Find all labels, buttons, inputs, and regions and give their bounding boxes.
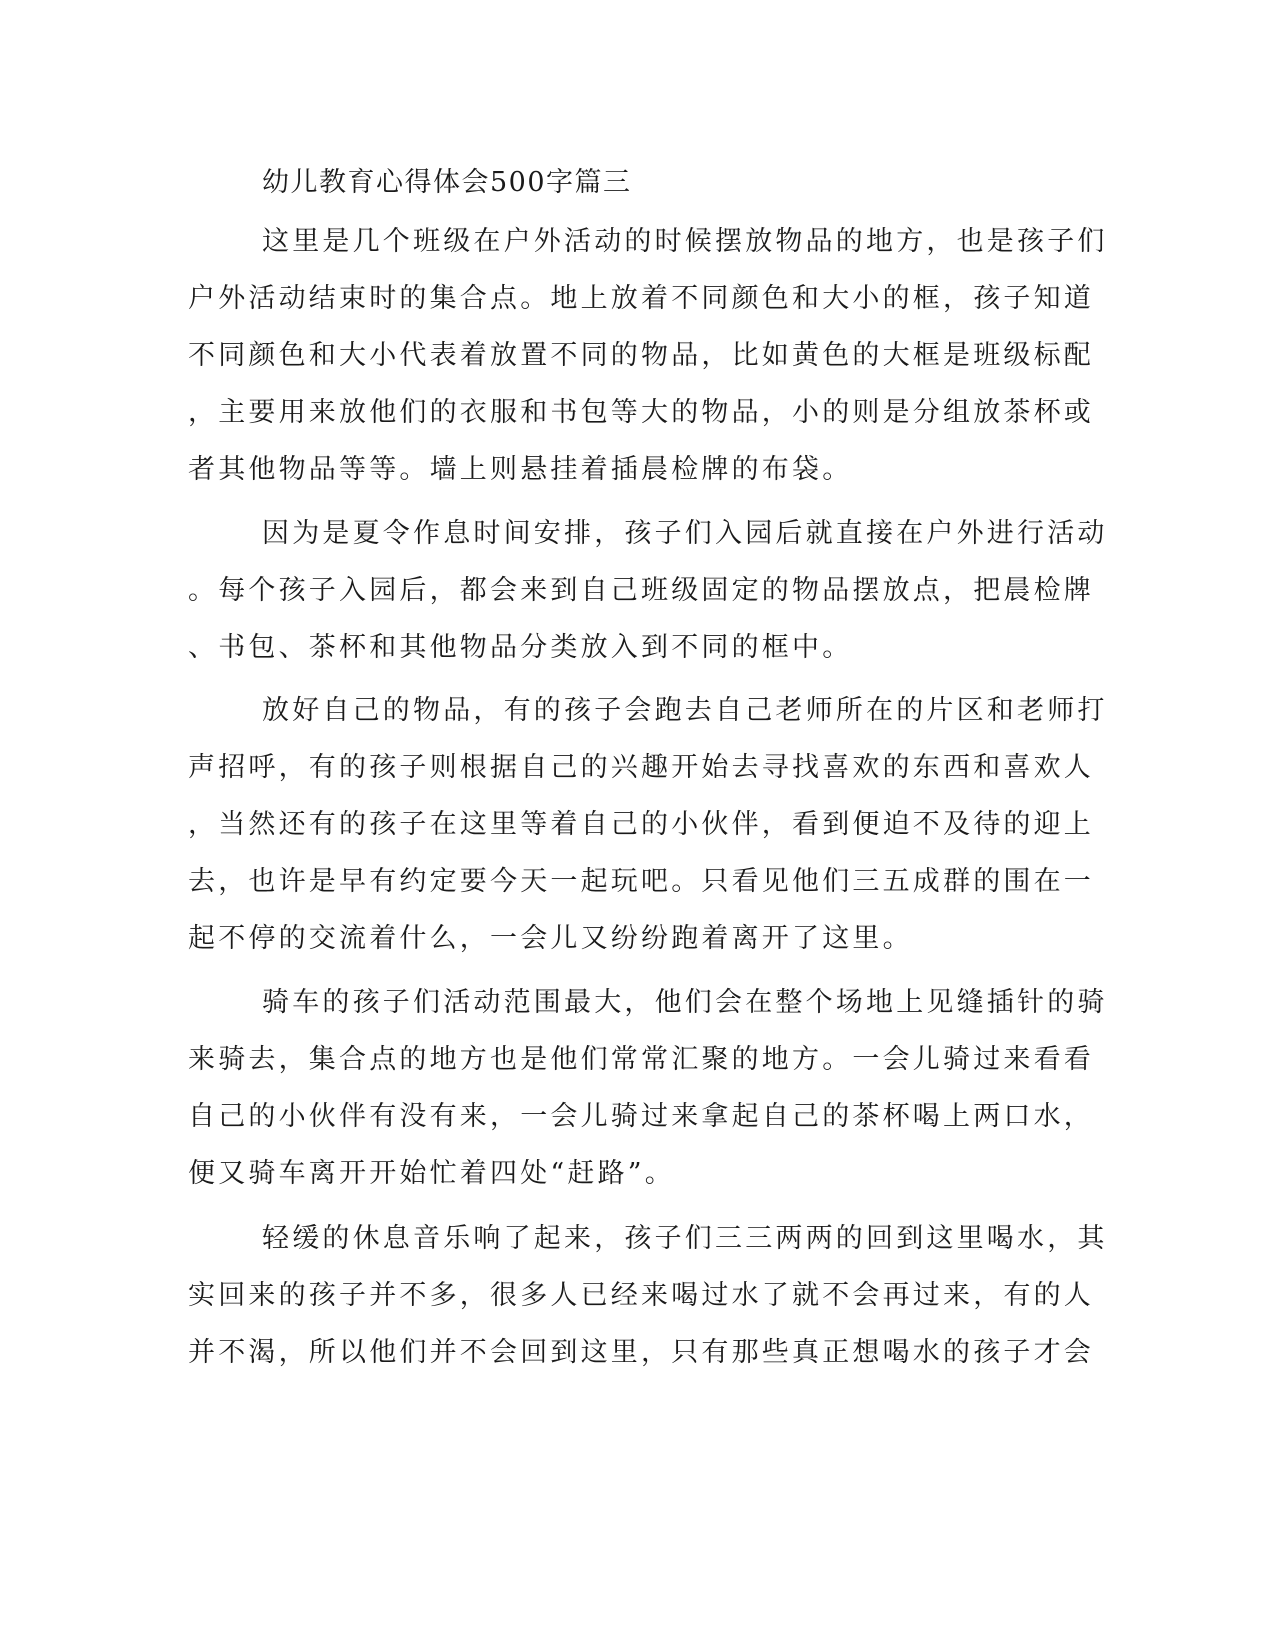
- paragraph-2-line-1: 因为是夏令作息时间安排，孩子们入园后就直接在户外进行活动: [262, 518, 1108, 549]
- paragraph-2-line-2: 。每个孩子入园后，都会来到自己班级固定的物品摆放点，把晨检牌: [188, 575, 1094, 606]
- paragraph-3-line-2: 声招呼，有的孩子则根据自己的兴趣开始去寻找喜欢的东西和喜欢人: [188, 752, 1094, 783]
- paragraph-1-line-3: 不同颜色和大小代表着放置不同的物品，比如黄色的大框是班级标配: [188, 340, 1094, 371]
- paragraph-3-line-5: 起不停的交流着什么，一会儿又纷纷跑着离开了这里。: [188, 923, 913, 954]
- paragraph-4-line-1: 骑车的孩子们活动范围最大，他们会在整个场地上见缝插针的骑: [262, 987, 1108, 1018]
- paragraph-1-line-2: 户外活动结束时的集合点。地上放着不同颜色和大小的框，孩子知道: [188, 283, 1094, 314]
- paragraph-5-line-3: 并不渴，所以他们并不会回到这里，只有那些真正想喝水的孩子才会: [188, 1337, 1094, 1368]
- paragraph-1-line-5: 者其他物品等等。墙上则悬挂着插晨检牌的布袋。: [188, 454, 853, 485]
- paragraph-1-line-1: 这里是几个班级在户外活动的时候摆放物品的地方，也是孩子们: [262, 226, 1108, 257]
- paragraph-2-line-3: 、书包、茶杯和其他物品分类放入到不同的框中。: [188, 632, 853, 663]
- paragraph-1-line-4: ，主要用来放他们的衣服和书包等大的物品，小的则是分组放茶杯或: [188, 397, 1094, 428]
- document-title: 幼儿教育心得体会500字篇三: [262, 167, 632, 198]
- paragraph-4-line-4: 便又骑车离开开始忙着四处“赶路”。: [188, 1158, 676, 1189]
- paragraph-5-line-2: 实回来的孩子并不多，很多人已经来喝过水了就不会再过来，有的人: [188, 1280, 1094, 1311]
- paragraph-4-line-3: 自己的小伙伴有没有来，一会儿骑过来拿起自己的茶杯喝上两口水，: [188, 1101, 1094, 1132]
- paragraph-4-line-2: 来骑去，集合点的地方也是他们常常汇聚的地方。一会儿骑过来看看: [188, 1044, 1094, 1075]
- paragraph-5-line-1: 轻缓的休息音乐响了起来，孩子们三三两两的回到这里喝水，其: [262, 1223, 1108, 1254]
- paragraph-3-line-1: 放好自己的物品，有的孩子会跑去自己老师所在的片区和老师打: [262, 695, 1108, 726]
- paragraph-3-line-3: ，当然还有的孩子在这里等着自己的小伙伴，看到便迫不及待的迎上: [188, 809, 1094, 840]
- paragraph-3-line-4: 去，也许是早有约定要今天一起玩吧。只看见他们三五成群的围在一: [188, 866, 1094, 897]
